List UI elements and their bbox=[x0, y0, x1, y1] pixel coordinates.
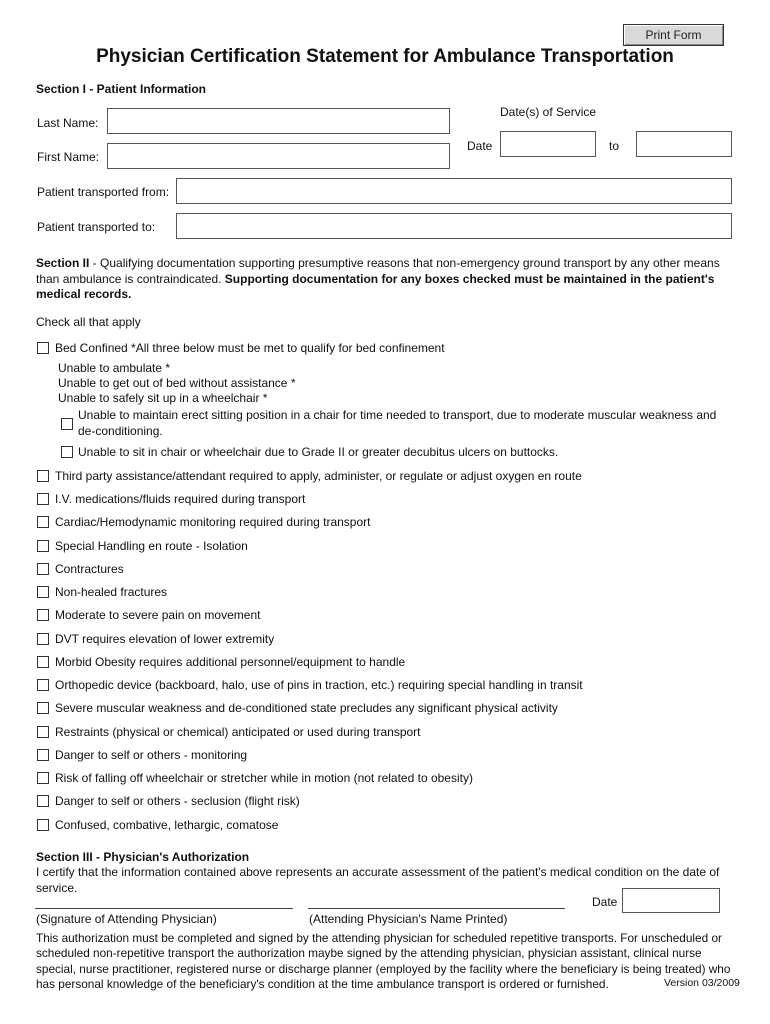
item-label: Morbid Obesity requires additional personnel/equipment to handle bbox=[55, 655, 406, 669]
item-checkbox-contractures[interactable] bbox=[37, 563, 49, 575]
item-checkbox-falling[interactable] bbox=[37, 772, 49, 784]
sub-item: Unable to safely sit up in a wheelchair * bbox=[58, 391, 268, 405]
item-label: Special Handling en route - Isolation bbox=[55, 539, 248, 553]
last-name-label: Last Name: bbox=[37, 116, 99, 130]
item-label: Confused, combative, lethargic, comatose bbox=[55, 818, 279, 832]
item-checkbox-dvt[interactable] bbox=[37, 633, 49, 645]
sub-check-label: Unable to sit in chair or wheelchair due to Grade II or greater decubitus ulcers on buttocks. bbox=[78, 445, 559, 459]
item-checkbox-restraints[interactable] bbox=[37, 726, 49, 738]
item-checkbox-seclusion[interactable] bbox=[37, 795, 49, 807]
item-label: Danger to self or others - monitoring bbox=[55, 748, 248, 762]
dates-of-service-label: Date(s) of Service bbox=[500, 105, 597, 119]
item-label: Cardiac/Hemodynamic monitoring required during transport bbox=[55, 515, 371, 529]
bed-confined-checkbox[interactable] bbox=[37, 342, 49, 354]
sub-item: Unable to ambulate * bbox=[58, 361, 171, 375]
item-label: Contractures bbox=[55, 562, 124, 576]
transported-from-input[interactable] bbox=[176, 178, 732, 204]
section2-heading: Section II bbox=[36, 256, 90, 270]
version-label: Version 03/2009 bbox=[660, 977, 740, 989]
sub-checkbox-sitting[interactable] bbox=[61, 418, 73, 430]
item-label: I.V. medications/fluids required during transport bbox=[55, 492, 306, 506]
certify-statement: I certify that the information contained above represents an accurate assessment of the patient's medical condition on the date of service. bbox=[36, 865, 720, 895]
signature-line[interactable] bbox=[35, 908, 293, 909]
date-to-input[interactable] bbox=[636, 131, 732, 157]
item-label: Third party assistance/attendant required to apply, administer, or regulate or adjust oxygen en route bbox=[55, 469, 582, 483]
item-label: DVT requires elevation of lower extremity bbox=[55, 632, 275, 646]
sub-item: Unable to get out of bed without assistance * bbox=[58, 376, 296, 390]
section3-date-label: Date bbox=[592, 895, 618, 909]
signature-label: (Signature of Attending Physician) bbox=[36, 912, 217, 926]
section3-date-input[interactable] bbox=[622, 888, 720, 913]
sub-checkbox-decubitus[interactable] bbox=[61, 446, 73, 458]
item-checkbox-obesity[interactable] bbox=[37, 656, 49, 668]
item-checkbox-orthopedic[interactable] bbox=[37, 679, 49, 691]
transported-from-label: Patient transported from: bbox=[37, 185, 170, 199]
transported-to-input[interactable] bbox=[176, 213, 732, 239]
first-name-label: First Name: bbox=[37, 150, 100, 164]
check-all-label: Check all that apply bbox=[36, 315, 141, 329]
item-checkbox-iv[interactable] bbox=[37, 493, 49, 505]
last-name-input[interactable] bbox=[107, 108, 450, 134]
item-checkbox-cardiac[interactable] bbox=[37, 516, 49, 528]
item-label: Restraints (physical or chemical) anticipated or used during transport bbox=[55, 725, 421, 739]
item-checkbox-weakness[interactable] bbox=[37, 702, 49, 714]
printed-name-line[interactable] bbox=[308, 908, 565, 909]
section2-intro-bold: Supporting documentation for any boxes checked must be maintained in the patient's medical records. bbox=[36, 271, 715, 301]
section2-intro-text: - Qualifying documentation supporting presumptive reasons that non-emergency ground transport by any other means than ambulance is contraindicated. bbox=[36, 256, 720, 286]
page-title: Physician Certification Statement for Ambulance Transportation bbox=[96, 46, 674, 67]
item-checkbox-fractures[interactable] bbox=[37, 586, 49, 598]
sub-check-label: Unable to maintain erect sitting position in a chair for time needed to transport, due to moderate muscular weakness and de-conditioning. bbox=[78, 408, 717, 438]
item-label: Non-healed fractures bbox=[55, 585, 168, 599]
item-label: Danger to self or others - seclusion (flight risk) bbox=[55, 794, 300, 808]
item-label: Orthopedic device (backboard, halo, use of pins in traction, etc.) requiring special handling in transit bbox=[55, 678, 583, 692]
date-from-input[interactable] bbox=[500, 131, 596, 157]
first-name-input[interactable] bbox=[107, 143, 450, 169]
bed-confined-label: Bed Confined *All three below must be met to qualify for bed confinement bbox=[55, 341, 445, 355]
item-checkbox-danger-monitoring[interactable] bbox=[37, 749, 49, 761]
item-checkbox-oxygen[interactable] bbox=[37, 470, 49, 482]
print-form-button[interactable]: Print Form bbox=[623, 24, 724, 46]
item-label: Moderate to severe pain on movement bbox=[55, 608, 261, 622]
item-checkbox-pain[interactable] bbox=[37, 609, 49, 621]
date-label: Date bbox=[467, 139, 493, 153]
item-label: Severe muscular weakness and de-conditioned state precludes any significant physical activity bbox=[55, 701, 558, 715]
printed-name-label: (Attending Physician's Name Printed) bbox=[309, 912, 508, 926]
section3-heading: Section III - Physician's Authorization bbox=[36, 850, 250, 864]
item-checkbox-isolation[interactable] bbox=[37, 540, 49, 552]
item-label: Risk of falling off wheelchair or stretcher while in motion (not related to obesity) bbox=[55, 771, 473, 785]
item-checkbox-confused[interactable] bbox=[37, 819, 49, 831]
transported-to-label: Patient transported to: bbox=[37, 220, 156, 234]
authorization-text: This authorization must be completed and signed by the attending physician for scheduled repetitive transports. For unscheduled or scheduled non-repetitive transport the authorization maybe signed by the attending physician, physician assistant, clinical nurse special, nurse practitioner, registered nurse or discharge planner (employed by the facility where the beneficiary is being treated) who has personal knowledge of the beneficiary's condition at the time ambulance transport is ordered or furnished. bbox=[36, 931, 731, 991]
date-to-label: to bbox=[609, 139, 620, 153]
section1-heading: Section I - Patient Information bbox=[36, 82, 207, 96]
section2-intro bbox=[36, 256, 736, 303]
